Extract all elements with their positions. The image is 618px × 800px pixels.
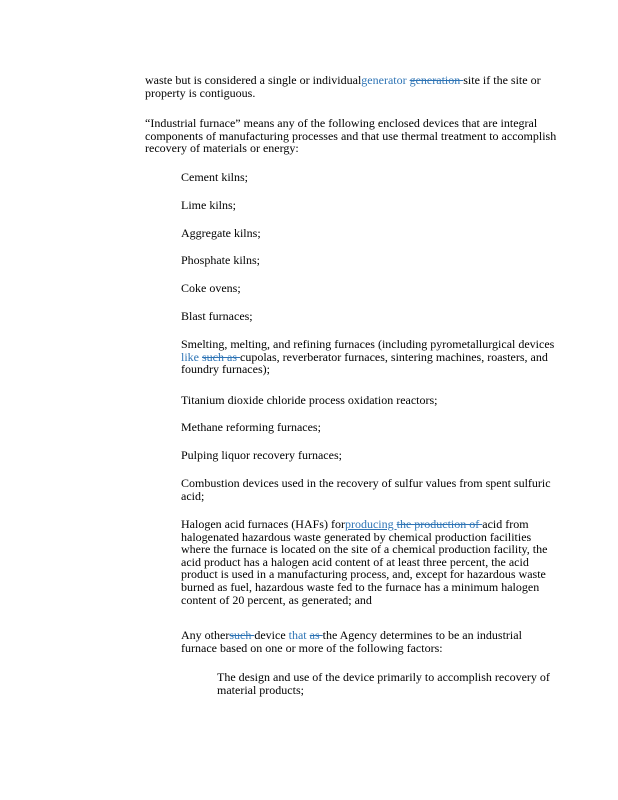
deleted-text: generation [409,73,464,87]
inserted-text: producing [344,517,397,531]
deleted-text: as [309,628,323,642]
deleted-text: the production of [396,517,483,531]
list-item-smelting-furnaces: Smelting, melting, and refining furnaces (including pyrometallurgical devices like such as cupolas, reverberator furnaces, sintering machines, roasters, and foundry furnaces); [181,337,555,377]
list-item-methane-reforming: Methane reforming furnaces; [181,420,321,434]
list-item-lime-kilns: Lime kilns; [181,198,236,212]
deleted-text: such as [202,349,240,364]
deleted-text: such [229,628,255,642]
inserted-text: generator [361,73,410,87]
list-item-cement-kilns: Cement kilns; [181,170,248,184]
list-item-coke-ovens: Coke ovens; [181,281,241,295]
list-item-blast-furnaces: Blast furnaces; [181,309,253,323]
list-item-any-other-device: Any othersuch device that as the Agency determines to be an industrial furnace based on one or more of the following factors: [181,628,522,655]
paragraph-generator-site: waste but is considered a single or individualgenerator generation site if the site or property is contiguous. [145,73,541,100]
inserted-text: like [181,349,202,364]
inserted-text: that [288,628,310,642]
paragraph-industrial-furnace-definition: “Industrial furnace” means any of the following enclosed devices that are integral components of manufacturing processes and that use thermal treatment to accomplish recovery of materials or energy: [145,116,557,156]
list-item-halogen-acid-furnaces: Halogen acid furnaces (HAFs) forproducing the production of acid from halogenated hazardous waste generated by chemical production facilities where the furnace is located on the site of a chemical production facility, the acid product has a halogen acid content of at least three percent, the acid product is used in a manufacturing process, and, except for hazardous waste burned as fuel, hazardous waste fed to the furnace has a minimum halogen content of 20 percent, as generated; and [181,517,548,607]
list-item-titanium-reactors: Titanium dioxide chloride process oxidation reactors; [181,393,438,407]
list-item-phosphate-kilns: Phosphate kilns; [181,253,261,267]
list-item-aggregate-kilns: Aggregate kilns; [181,226,261,240]
list-item-combustion-devices: Combustion devices used in the recovery of sulfur values from spent sulfuric acid; [181,476,551,503]
list-item-pulping-liquor: Pulping liquor recovery furnaces; [181,448,342,462]
factor-design-and-use: The design and use of the device primarily to accomplish recovery of material products; [217,670,550,697]
